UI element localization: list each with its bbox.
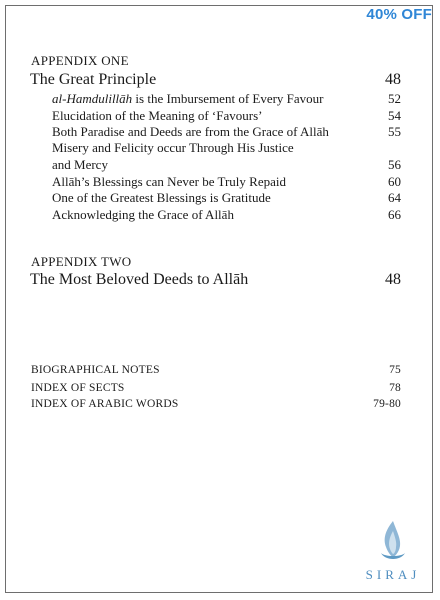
toc-page: 48 [385, 271, 401, 288]
logo-text: SIRAJ [365, 567, 421, 582]
discount-badge: 40% OFF [366, 6, 432, 23]
toc-page: 48 [385, 71, 401, 88]
siraj-logo [363, 517, 423, 587]
toc-title: The Great Principle [30, 71, 157, 88]
flame-icon [363, 517, 423, 567]
toc-title: The Most Beloved Deeds to Allāh [30, 271, 249, 288]
